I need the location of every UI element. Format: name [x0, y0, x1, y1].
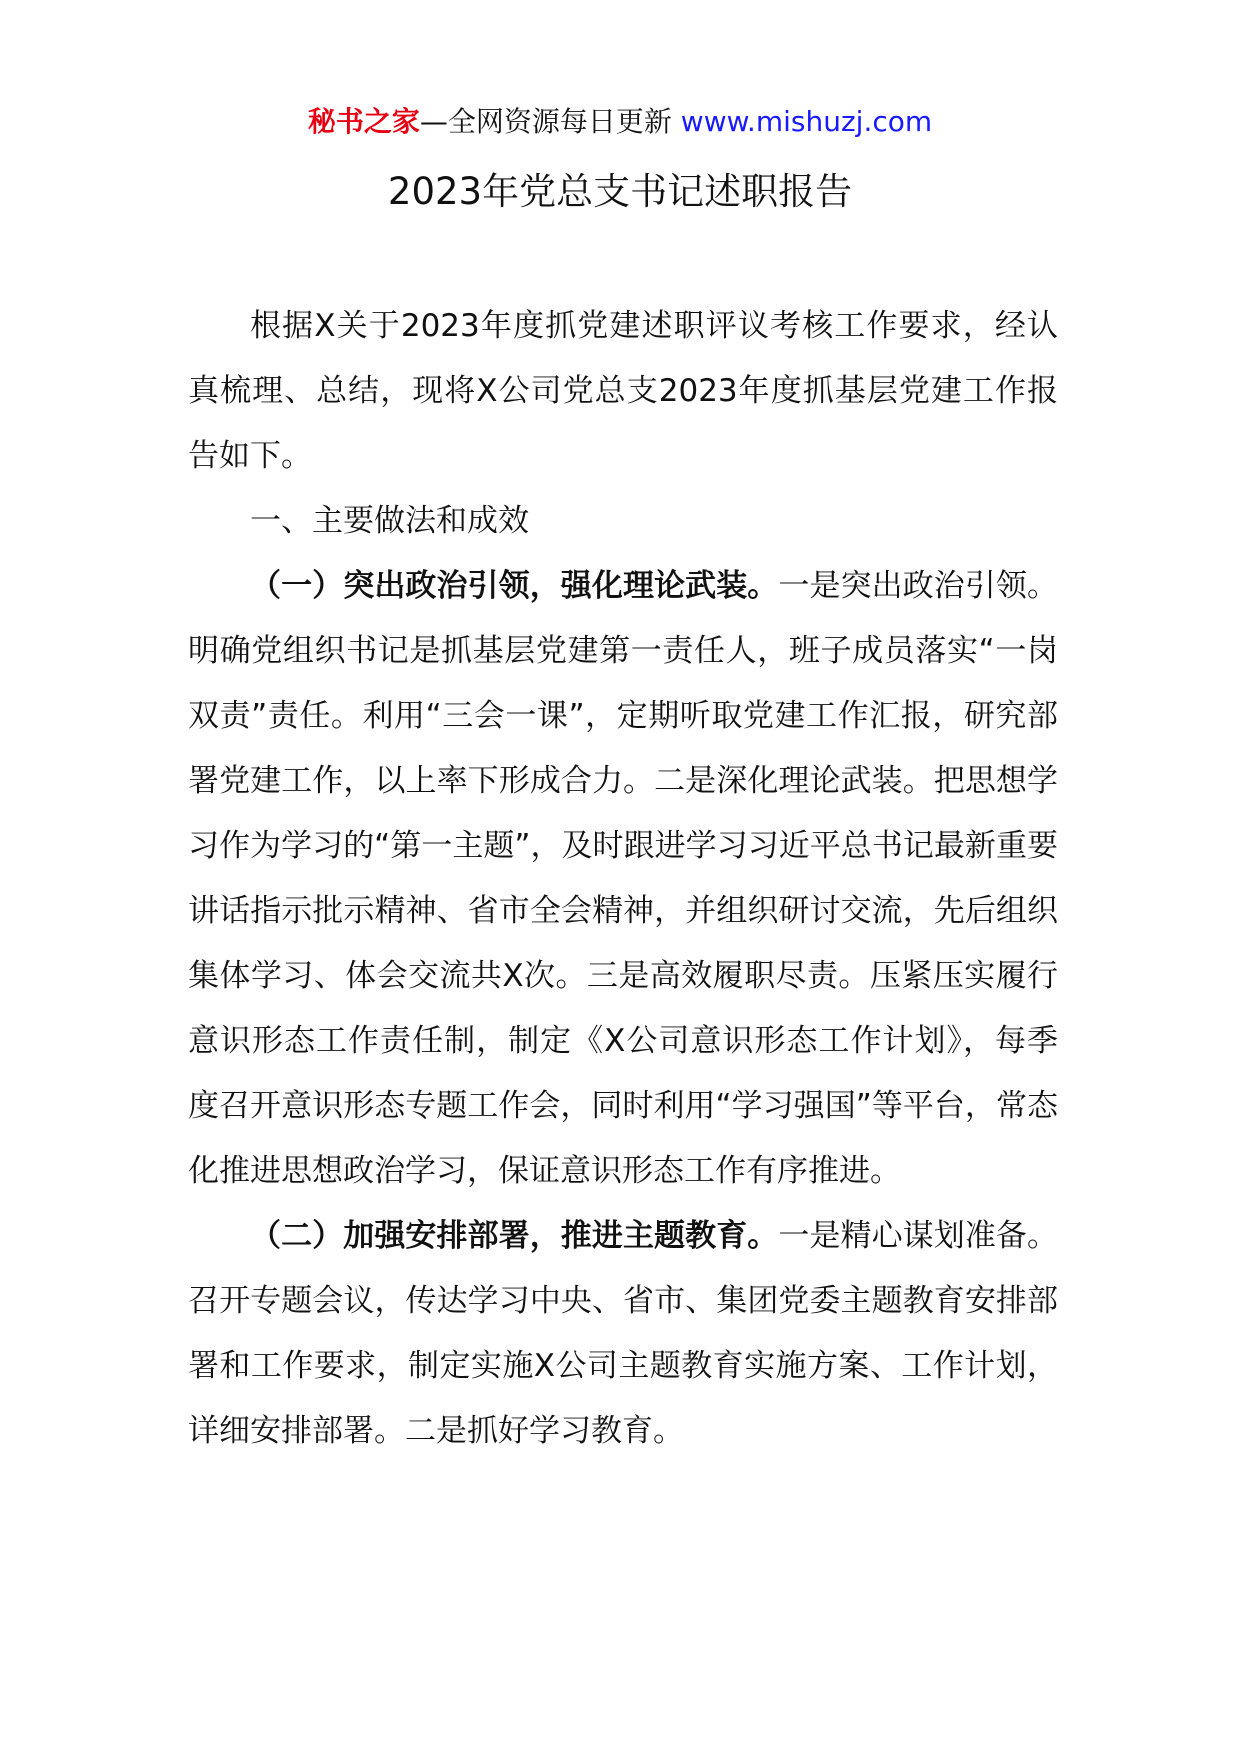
brand-name: 秘书之家	[307, 105, 420, 138]
item-1-paragraph	[188, 554, 1058, 1204]
section-heading: 一、主要做法和成效	[250, 503, 529, 539]
intro-paragraph: 根据X关于2023年度抓党建述职评议考核工作要求，经认真梳理、总结，现将X公司党总支2023年度抓基层党建工作报告如下。	[188, 308, 1058, 474]
site-slogan: —全网资源每日更新	[419, 105, 672, 138]
item-1-heading: （一）突出政治引领，强化理论武装。	[250, 568, 779, 604]
site-header	[0, 100, 1240, 144]
item-2-text: 一是精心谋划准备。召开专题会议，传达学习中央、省市、集团党委主题教育安排部署和工作要求，制定实施X公司主题教育实施方案、工作计划，详细安排部署。二是抓好学习教育。	[188, 1218, 1058, 1449]
document-title: 2023年党总支书记述职报告	[387, 170, 853, 213]
item-2-paragraph	[188, 1204, 1058, 1464]
site-url-link[interactable]: www.mishuzj.com	[680, 105, 933, 138]
item-2-heading: （二）加强安排部署，推进主题教育。	[250, 1218, 779, 1254]
item-1-text: 一是突出政治引领。明确党组织书记是抓基层党建第一责任人，班子成员落实“一岗双责”责任。利用“三会一课”，定期听取党建工作汇报，研究部署党建工作，以上率下形成合力。二是深化理论武装。把思想学习作为学习的“第一主题”，及时跟进学习习近平总书记最新重要讲话指示批示精神、省市全会精神，并组织研讨交流，先后组织集体学习、体会交流共X次。三是高效履职尽责。压紧压实履行意识形态工作责任制，制定《X公司意识形态工作计划》，每季度召开意识形态专题工作会，同时利用“学习强国”等平台，常态化推进思想政治学习，保证意识形态工作有序推进。	[188, 568, 1058, 1189]
document-body	[188, 294, 1058, 1464]
